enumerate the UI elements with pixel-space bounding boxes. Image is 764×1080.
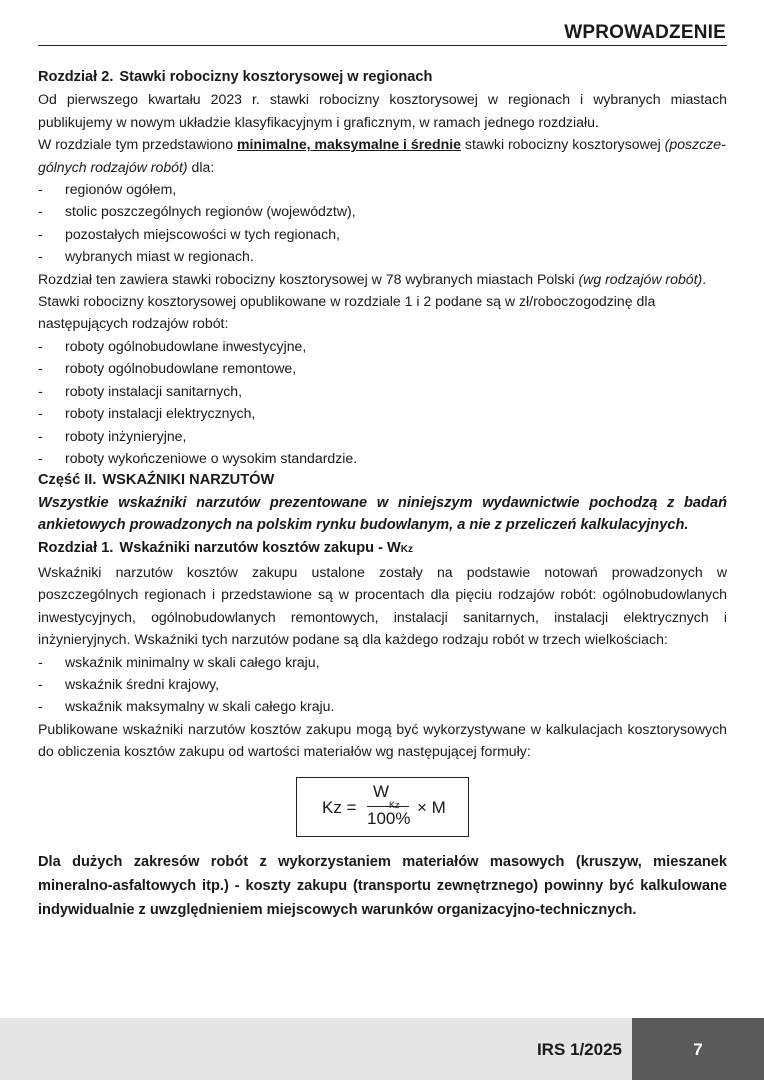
running-header: WPROWADZENIE [564,22,726,43]
chapter-1-heading [38,537,727,561]
page-content [38,66,727,922]
journal-issue: IRS 1/2025 [536,1040,622,1059]
chapter-1-paragraph-2: Publikowane wskaźniki narzutów kosztów zakupu mogą być wykorzystywane w kalkulacjach kosztorysowych do obliczenia kosztów zakupu od wartości materiałów wg następującej formuły: [38,720,727,760]
list-item: - wybranych miast w regionach. [38,245,727,267]
chapter-2-heading [38,66,727,88]
p3-italic: (wg rodzajów robót) [578,270,703,287]
p2-end: dla: [187,158,215,175]
page-number: 7 [693,1040,703,1059]
chapter-2-paragraph-1: Od pierwszego kwartału 2023 r. stawki robocizny kosztorysowej w regionach i wybranych miastach publikujemy w nowym układzie klasyfikacyjnym i graficznym, w ramach jednego rozdziału. [38,91,727,130]
list-item: - roboty instalacji sanitarnych, [38,380,727,402]
p3-lead: Rozdział ten zawiera stawki robocizny kosztorysowej w 78 wybranych miastach Polski [38,270,579,287]
chapter-2-regions-list [38,178,727,268]
chapter-1-paragraph-1: Wskaźniki narzutów kosztów zakupu ustalone zostały na podstawie notowań prowadzonych w poszczególnych regionach i przedstawione są w procentach dla pięciu rodzajów robót: ogólnobudowlanych inwestycyjnych, ogólnobudowlanych remontowych, instalacji sanitarnych, instalacji elektrycznych i inżynieryjnych. Wskaźniki tych narzutów podane są dla każdego rodzaju robót w trzech wielkościach: [38,563,727,648]
list-item: - roboty ogólnobudowlane remontowe, [38,357,727,379]
part-2-lead: Wszystkie wskaźniki narzutów prezentowane w niniejszym wydawnictwie pochodzą z badań ankietowych prowadzonych na polskim rynku budowlanym, a nie z przeliczeń kalkulacyjnych. [38,494,727,534]
chapter-2-number: Rozdział 2. [38,69,114,85]
list-item: - regionów ogółem, [38,178,727,200]
formula-numerator: W [373,781,390,801]
p2-middle: stawki robocizny kosztorysowej [461,136,665,153]
chapter-1-paragraph-3: Dla dużych zakresów robót z wykorzystaniem materiałów masowych (kruszyw, mieszanek mineralno-asfaltowych itp.) - koszty zakupu (transportu zewnętrznego) powinny być kalkulowane indywidualnie z uwzględnieniem miejscowych warunków organizacyjno-technicznych. [38,853,727,918]
part-2-title: WSKAŹNIKI NARZUTÓW [102,472,275,489]
chapter-2-title: Stawki robocizny kosztorysowej w regionach [119,69,433,85]
list-item: - roboty instalacji elektrycznych, [38,402,727,424]
header-divider [38,45,727,46]
list-item: - roboty inżynieryjne, [38,425,727,447]
list-item: - pozostałych miejscowości w tych regionach, [38,223,727,245]
p2-underlined: minimalne, maksymalne i średnie [236,136,461,153]
p2-lead: W rozdziale tym przedstawiono [38,136,237,153]
p3-end: . [702,270,707,287]
chapter-2-paragraph-3 [38,268,727,290]
formula-numerator-subscript: Kz [389,799,400,810]
chapter-1-indicators-list [38,651,727,718]
chapter-2-paragraph-2 [38,133,727,178]
list-item: - wskaźnik minimalny w skali całego kraju, [38,651,727,673]
formula-container [38,777,727,837]
list-item: - roboty ogólnobudowlane inwestycyjne, [38,335,727,357]
chapter-1-title-subscript: Kz [400,543,414,555]
chapter-1-number: Rozdział 1. [38,539,114,556]
list-item: - roboty wykończeniowe o wysokim standardzie. [38,447,727,469]
formula-lhs: Kz = [322,797,357,817]
p2-italic: (poszczególnych rodzajów robót) [38,136,726,175]
part-2-number: Część II. [38,472,97,489]
part-2-heading [38,469,727,491]
list-item: - wskaźnik średni krajowy, [38,673,727,695]
formula-fraction-bar [367,806,409,807]
purchase-cost-formula [296,777,469,837]
formula-denominator: 100% [367,808,411,828]
list-item: - stolic poszczególnych regionów (województw), [38,200,727,222]
chapter-2-paragraph-4: Stawki robocizny kosztorysowej opublikowane w rozdziale 1 i 2 podane są w zł/roboczogodzinę dla następujących rodzajów robót: [38,293,656,332]
list-item: - wskaźnik maksymalny w skali całego kraju. [38,695,727,717]
chapter-2-works-list [38,335,727,469]
chapter-1-title: Wskaźniki narzutów kosztów zakupu - W [119,539,401,556]
formula-multiplier: × M [417,797,446,817]
